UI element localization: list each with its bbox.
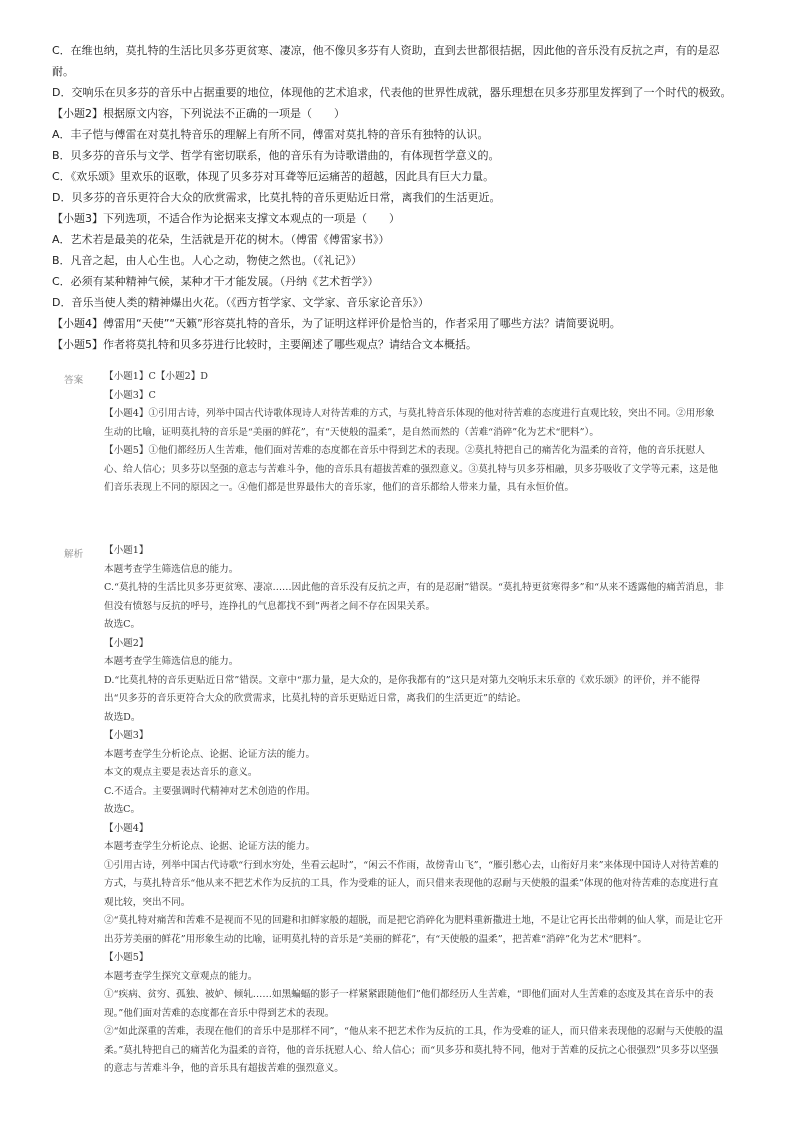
question-3-option-a: A．艺术若是最美的花朵，生活就是开花的树木。（傅雷《傅雷家书》） [52,233,390,246]
question-3-option-b: B．凡音之起，由人心生也。人心之动，物使之然也。（《礼记》） [52,254,363,267]
question-3-option-d: D．音乐当使人类的精神爆出火花。（《西方哲学家、文学家、音乐家论音乐》） [52,296,429,309]
analysis-paragraph: C.“莫扎特的生活比贝多芬更贫寒、凄凉……因此他的音乐没有反抗之声，有的是忍耐”错误。“莫扎特更贫寒得多”和“从来不透露他的痛苦消息，非但没有愤怒与反抗的呼号，连挣扎的气息都找不到”两者之间不存在因果关系。 [104,582,724,612]
question-3-stem: 【小题3】下列选项，不适合作为论据来支撑文本观点的一项是（ ） [52,212,400,225]
analysis-paragraph: 故选C。 [104,619,141,630]
analysis-paragraph: C.不适合。主要强调时代精神对艺术创造的作用。 [104,785,316,797]
analysis-paragraph: 本题考查学生分析论点、论据、论证方法的能力。 [104,748,316,760]
question-2-option-d: D．贝多芬的音乐更符合大众的欣赏需求，比莫扎特的音乐更贴近日常，离我们的生活更近。 [52,191,501,204]
analysis-label: 解析 [64,549,84,560]
analysis-paragraph: 【小题4】 [104,822,149,834]
analysis-paragraph: D.“比莫扎特的音乐更贴近日常”错误。文章中“那力量，是大众的，是你我都有的”这只是对第九交响乐末乐章的《欢乐颂》的评价，并不能得出“贝多芬的音乐更符合大众的欣赏需求，比莫扎特的音乐更贴近日常，离我们的生活更近”的结论。 [104,674,701,704]
analysis-paragraph: 【小题5】 [104,952,149,963]
analysis-paragraph: ②“莫扎特对痛苦和苦难不是视而不见的回避和扣鲜家般的超脱，而是把它消碎化为肥料重新撒进土地，不是让它再长出带刺的仙人掌，而是让它开出芬芳美丽的鲜花”用形象生动的比喻，证明莫扎特的音乐是“美丽的鲜花”，有“天使般的温柔”，把苦难“消碎”化为艺术“肥料”。 [104,915,723,945]
question-2-stem: 【小题2】根据原文内容，下列说法不正确的一项是（ ） [52,107,345,120]
answer-section [104,368,724,498]
analysis-paragraph: ②“如此深重的苦难，表现在他们的音乐中是那样不同”，“他从来不把艺术作为反抗的工具，作为受难的证人，而只借来表现他的忍耐与天使般的温柔。”莫扎特把自己的痛苦化为温柔的音符，他的音乐抚慰人心、给人信心；而“贝多芬和莫扎特不同，他对于苦难的反抗之心很强烈”贝多芬以坚强的意志与苦难斗争，他的音乐具有超拔苦难的强烈意义。 [104,1026,724,1074]
answer-paragraph: 【小题5】①他们都经历人生苦难，他们面对苦难的态度都在音乐中得到艺术的表现。②莫扎特把自己的痛苦化为温柔的音符，他的音乐抚慰人心、给人信心；贝多芬以坚强的意志与苦难斗争，他的音乐具有超拔苦难的强烈意义。③莫扎特与贝多芬相融，贝多芬吸收了文学等元素，这是他们音乐表现上不同的原因之一。④他们都是世界最伟大的音乐家，他们的音乐都给人带来力量，具有永恒价值。 [104,445,718,493]
analysis-paragraph: 本题考查学生筛选信息的能力。 [104,656,239,667]
question-5-stem: 【小题5】作者将莫扎特和贝多芬进行比较时，主要阐述了哪些观点？请结合文本概括。 [52,338,477,351]
analysis-paragraph: ①引用古诗，列举中国古代诗歌“行到水穷处，坐看云起时”，“闲云不作雨，故傍青山飞”，“雁引愁心去，山衔好月来”来体现中国诗人对待苦难的方式，与莫扎特音乐“他从来不把艺术作为反抗的工具，作为受难的证人，而只借来表现他的忍耐与天使般的温柔”体现的他对待苦难的态度进行直观比较，突出不同。 [104,859,719,908]
analysis-paragraph: ①“疾病、贫穷、孤独、被妒、倾轧……如黑蝙蝠的影子一样紧紧跟随他们”他们都经历人生苦难，“即他们面对人生苦难的态度及其在音乐中的表现。”他们面对苦难的态度都在音乐中得到艺术的表现。 [104,989,714,1019]
question-line-c: C．在维也纳，莫扎特的生活比贝多芬更贫寒、凄凉，他不像贝多芬有人资助，直到去世都很拮据，因此他的音乐没有反抗之声，有的是忍 [52,44,720,57]
analysis-paragraph: 【小题3】 [104,730,149,741]
analysis-section [104,542,724,1079]
answer-label: 答案 [64,375,84,386]
analysis-paragraph: 故选D。 [104,711,141,723]
question-line-c-cont: 耐。 [52,65,74,78]
answer-paragraph: 【小题1】C【小题2】D [104,371,208,382]
analysis-paragraph: 本文的观点主要是表达音乐的意义。 [104,767,258,778]
answer-paragraph: 【小题3】C [104,389,156,401]
question-line-d: D．交响乐在贝多芬的音乐中占据重要的地位，体现他的艺术追求，代表他的世界性成就，器乐理想在贝多芬那里发挥到了一个时代的极致。 [52,86,732,99]
analysis-paragraph: 本题考查学生筛选信息的能力。 [104,563,239,575]
question-2-option-b: B．贝多芬的音乐与文学、哲学有密切联系，他的音乐有为诗歌谱曲的，有体现哲学意义的。 [52,149,500,162]
answer-paragraph: 【小题4】①引用古诗，列举中国古代诗歌体现诗人对待苦难的方式，与莫扎特音乐体现的他对待苦难的态度进行直观比较，突出不同。②用形象生动的比喻，证明莫扎特的音乐是“美丽的鲜花”，有“天使般的温柔”，是自然而然的（苦难“消碎”化为艺术“肥料”）。 [104,408,715,438]
question-2-option-a: A．丰子恺与傅雷在对莫扎特音乐的理解上有所不同，傅雷对莫扎特的音乐有独特的认识。 [52,128,489,141]
analysis-paragraph: 故选C。 [104,804,141,815]
question-3-option-c: C．必须有某种精神气候，某种才干才能发展。（丹纳《艺术哲学》） [52,275,379,288]
analysis-paragraph: 本题考查学生分析论点、论据、论证方法的能力。 [104,841,316,852]
analysis-paragraph: 【小题2】 [104,637,149,649]
question-4-stem: 【小题4】傅雷用“天使”“天籁”形容莫扎特的音乐，为了证明这样评价是恰当的，作者采用了哪些方法？请简要说明。 [52,317,621,330]
analysis-paragraph: 【小题1】 [104,545,149,556]
analysis-paragraph: 本题考查学生探究文章观点的能力。 [104,970,258,982]
question-2-option-c: C．《欢乐颂》里欢乐的讴歌，体现了贝多芬对耳聋等厄运痛苦的超越，因此具有巨大力量。 [52,170,495,183]
